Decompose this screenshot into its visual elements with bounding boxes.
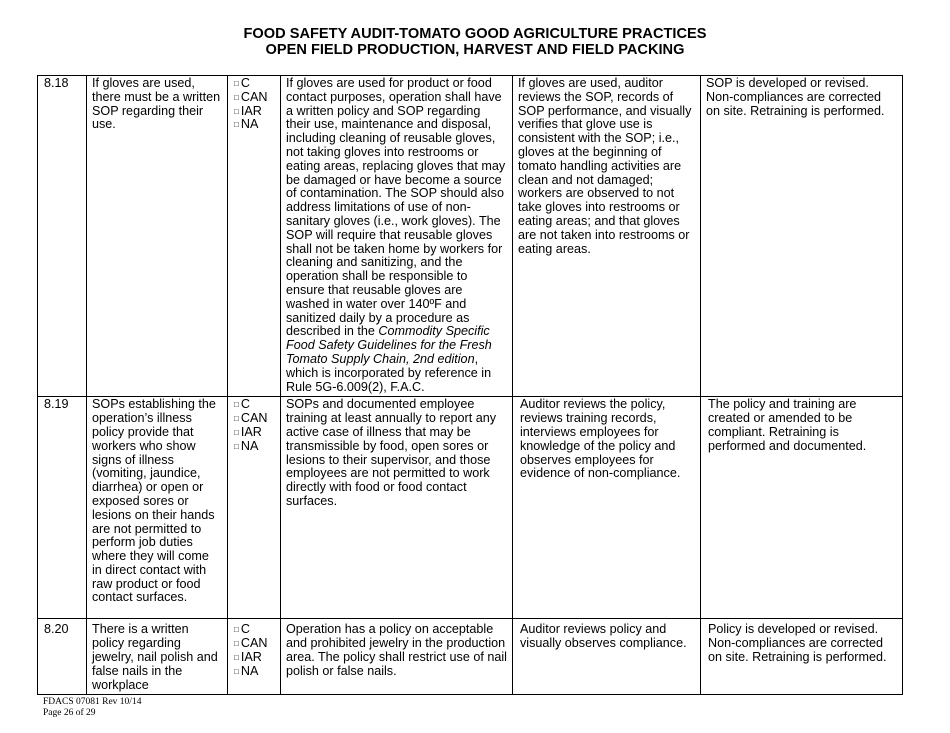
verification-cell: Auditor reviews the policy, reviews training records, interviews employees for knowledge of the policy and observes employees for evidence of non-compliance. — [513, 397, 701, 619]
compliance-criteria-cell: Operation has a policy on acceptable and prohibited jewelry in the production area. The policy shall restrict use of nail polish or false nails. — [281, 619, 513, 695]
checkbox-icon: □ — [234, 414, 239, 424]
option-iar-checkbox[interactable]: □ IAR — [234, 103, 262, 118]
option-can-checkbox[interactable]: □ CAN — [234, 89, 268, 104]
checkbox-icon: □ — [234, 441, 239, 451]
checkbox-icon: □ — [234, 400, 239, 410]
checkbox-icon: □ — [234, 625, 239, 635]
table-row — [38, 397, 903, 619]
page-title — [0, 26, 950, 58]
requirement-cell: SOPs establishing the operation’s illness policy provide that workers who show signs of illness (vomiting, jaundice, diarrhea) or open or exposed sores or lesions on their hands are not permitted to perform job duties where they will come in direct contact with raw product or food contact surfaces. — [87, 397, 228, 619]
checkbox-icon: □ — [234, 639, 239, 649]
checkbox-icon: □ — [234, 79, 239, 88]
option-c-checkbox[interactable]: □ C — [234, 76, 250, 90]
title-line-1: FOOD SAFETY AUDIT-TOMATO GOOD AGRICULTURE PRACTICES — [243, 26, 707, 42]
table-row — [38, 619, 903, 695]
checkbox-icon: □ — [234, 92, 239, 102]
verification-cell: If gloves are used, auditor reviews the SOP, records of SOP performance, and visually verifies that glove use is consistent with the SOP; i.e., gloves at the beginning of tomato handling activities are clean and not damaged; workers are observed to not take gloves into restrooms or eating areas; and that gloves are not taken into restrooms or eating areas. — [513, 76, 701, 397]
item-number: 8.20 — [38, 619, 87, 695]
checkbox-icon: □ — [234, 120, 239, 130]
corrective-action-cell: The policy and training are created or amended to be compliant. Retraining is performed and documented. — [701, 397, 903, 619]
compliance-options — [228, 76, 281, 397]
compliance-criteria-cell: If gloves are used for product or food contact purposes, operation shall have a written policy and SOP regarding their use, maintenance and disposal, including cleaning of reusable gloves, not taking gloves into restrooms or eating areas, replacing gloves that may be damaged or have become a source of contamination. The SOP should also address limitations of use of non-sanitary gloves (i.e., work gloves). The SOP will require that reusable gloves shall not be taken home by workers for cleaning and sanitizing, and the operation shall be responsible to ensure that reusable gloves are washed in water over 140ºF and sanitized daily by a procedure as described in the Commodity Specific Food Safety Guidelines for the Fresh Tomato Supply Chain, 2nd edition, which is incorporated by reference in Rule 5G-6.009(2), F.A.C. — [281, 76, 513, 397]
checkbox-icon: □ — [234, 666, 239, 676]
compliance-criteria-cell: SOPs and documented employee training at least annually to report any active case of illness that may be transmissible by food, open sores or lesions to their supervisor, and those employees are not permitted to work directly with food or food contact surfaces. — [281, 397, 513, 619]
page-footer — [43, 697, 141, 719]
audit-table — [37, 75, 903, 695]
form-number: FDACS 07081 Rev 10/14 — [43, 697, 142, 707]
requirement-cell: There is a written policy regarding jewelry, nail polish and false nails in the workplace — [87, 619, 228, 695]
item-number: 8.19 — [38, 397, 87, 619]
page-number: Page 26 of 29 — [43, 708, 96, 718]
table-row — [38, 76, 903, 397]
option-c-checkbox[interactable]: □ C — [234, 622, 250, 637]
checkbox-icon: □ — [234, 427, 239, 437]
corrective-action-cell: Policy is developed or revised. Non-compliances are corrected on site. Retraining is performed. — [701, 619, 903, 695]
option-na-checkbox[interactable]: □ NA — [234, 438, 259, 453]
guidelines-reference: Commodity Specific Food Safety Guidelines for the Fresh Tomato Supply Chain, 2nd edition — [286, 324, 492, 366]
item-number: 8.18 — [38, 76, 87, 397]
option-na-checkbox[interactable]: □ NA — [234, 117, 259, 132]
option-c-checkbox[interactable]: □ C — [234, 397, 250, 412]
checkbox-icon: □ — [234, 652, 239, 662]
option-iar-checkbox[interactable]: □ IAR — [234, 649, 262, 664]
compliance-options — [228, 397, 281, 619]
checkbox-icon: □ — [234, 106, 239, 116]
option-can-checkbox[interactable]: □ CAN — [234, 411, 268, 426]
option-can-checkbox[interactable]: □ CAN — [234, 636, 268, 651]
compliance-options — [228, 619, 281, 695]
requirement-cell: If gloves are used, there must be a written SOP regarding their use. — [87, 76, 228, 397]
option-iar-checkbox[interactable]: □ IAR — [234, 424, 262, 439]
title-line-2: OPEN FIELD PRODUCTION, HARVEST AND FIELD PACKING — [265, 42, 685, 58]
option-na-checkbox[interactable]: □ NA — [234, 663, 259, 678]
corrective-action-cell: SOP is developed or revised. Non-compliances are corrected on site. Retraining is performed. — [701, 76, 903, 397]
verification-cell: Auditor reviews policy and visually observes compliance. — [513, 619, 701, 695]
